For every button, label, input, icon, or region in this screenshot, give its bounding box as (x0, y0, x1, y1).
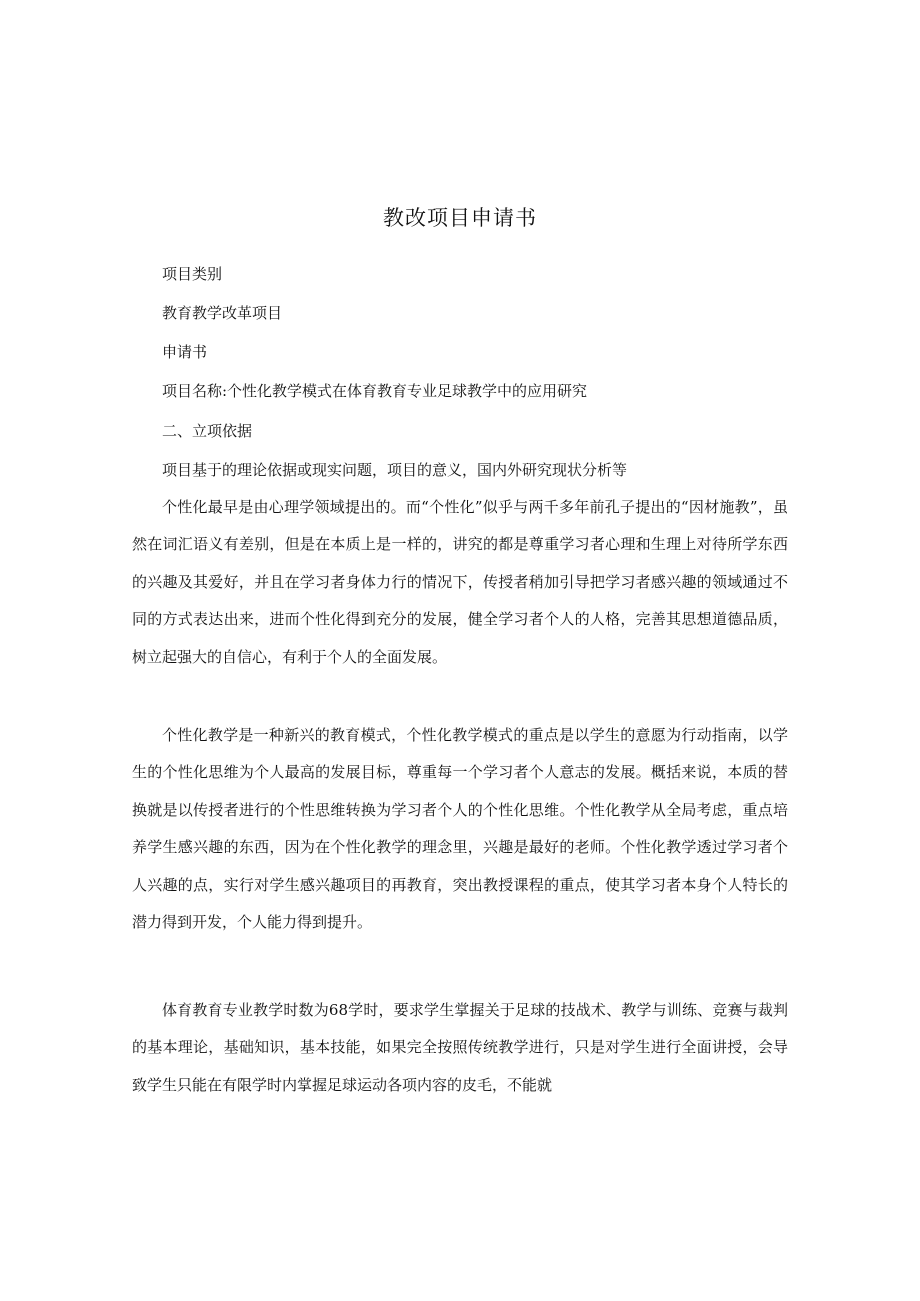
section-description: 项目基于的理论依据或现实问题，项目的意义，国内外研究现状分析等 (162, 461, 628, 479)
project-category-label: 项目类别 (162, 265, 223, 283)
application-label: 申请书 (162, 343, 208, 361)
project-type-line: 教育教学改革项目 (162, 304, 283, 322)
paragraph-3: 体育教育专业教学时数为68学时，要求学生掌握关于足球的技战术、教学与训练、竞赛与裁判的基本理论，基础知识，基本技能，如果完全按照传统教学进行，只是对学生进行全面讲授，会导致学生只能在有限学时内掌握足球运动各项内容的皮毛，不能就 (132, 1001, 788, 1094)
document-title: 教改项目申请书 (383, 206, 537, 230)
paragraph-2: 个性化教学是一种新兴的教育模式，个性化教学模式的重点是以学生的意愿为行动指南，以学生的个性化思维为个人最高的发展目标，尊重每一个学习者个人意志的发展。概括来说，本质的替换就是以传授者进行的个性思维转换为学习者个人的个性化思维。个性化教学从全局考虑，重点培养学生感兴趣的东西，因为在个性化教学的理念里，兴趣是最好的老师。个性化教学透过学习者个人兴趣的点，实行对学生感兴趣项目的再教育，突出教授课程的重点，使其学习者本身个人特长的潜力得到开发，个人能力得到提升。 (132, 726, 788, 932)
section-heading: 二、立项依据 (162, 422, 253, 440)
paragraph-1: 个性化最早是由心理学领域提出的。而“个性化”似乎与两千多年前孔子提出的“因材施教”，虽然在词汇语义有差别，但是在本质上是一样的，讲究的都是尊重学习者心理和生理上对待所学东西的兴趣及其爱好，并且在学习者身体力行的情况下，传授者稍加引导把学习者感兴趣的领域通过不同的方式表达出来，进而个性化得到充分的发展，健全学习者个人的人格，完善其思想道德品质，树立起强大的自信心，有利于个人的全面发展。 (132, 498, 788, 666)
project-name-line: 项目名称:个性化教学模式在体育教育专业足球教学中的应用研究 (162, 382, 588, 400)
